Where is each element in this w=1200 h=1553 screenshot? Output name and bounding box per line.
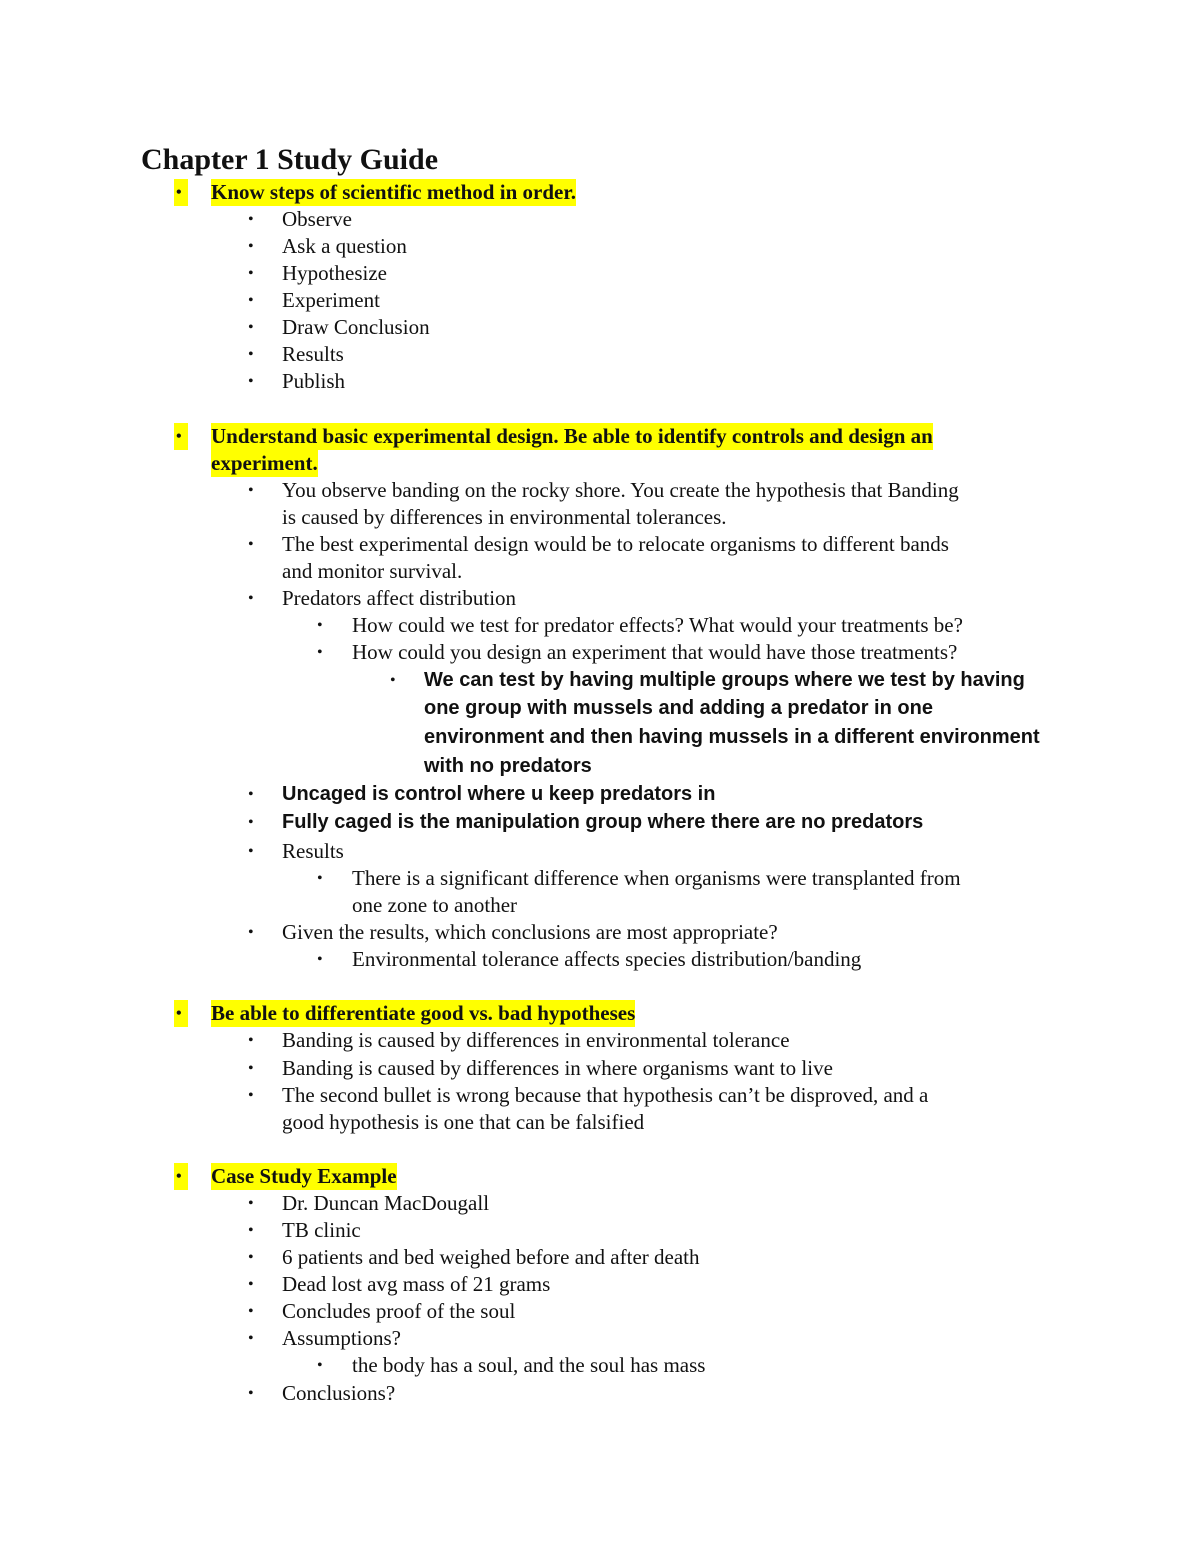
list-item: Draw Conclusion xyxy=(282,315,430,339)
section-heading-hypotheses: Be able to differentiate good vs. bad hypotheses xyxy=(211,1001,636,1025)
list-item: the body has a soul, and the soul has mass xyxy=(352,1353,706,1377)
list-item-cont: and monitor survival. xyxy=(282,559,463,583)
bullet-glyph: • xyxy=(248,1249,254,1266)
bullet-glyph: • xyxy=(317,1357,323,1374)
list-item: Experiment xyxy=(282,288,380,312)
bullet-glyph: • xyxy=(248,346,254,363)
list-item: The best experimental design would be to relocate organisms to different bands xyxy=(282,532,949,556)
bullet-glyph: • xyxy=(174,1163,188,1190)
section-heading-scientific-method: Know steps of scientific method in order. xyxy=(211,180,576,204)
bullet-glyph: • xyxy=(248,211,254,228)
bullet-glyph: • xyxy=(317,617,323,634)
bullet-glyph: • xyxy=(248,1222,254,1239)
list-item: Results xyxy=(282,342,344,366)
list-item: Environmental tolerance affects species distribution/banding xyxy=(352,947,862,971)
list-item: Concludes proof of the soul xyxy=(282,1299,516,1323)
list-item: Uncaged is control where u keep predators in xyxy=(282,783,716,805)
list-item: You observe banding on the rocky shore. You create the hypothesis that Banding xyxy=(282,478,959,502)
bullet-glyph: • xyxy=(174,179,188,206)
bullet-glyph: • xyxy=(248,373,254,390)
bullet-glyph: • xyxy=(317,870,323,887)
list-item: TB clinic xyxy=(282,1218,361,1242)
bullet-glyph: • xyxy=(248,238,254,255)
bullet-glyph: • xyxy=(248,814,254,831)
section-heading-experimental-design: Understand basic experimental design. Be able to identify controls and design an xyxy=(211,424,933,448)
bullet-glyph: • xyxy=(248,292,254,309)
list-item: How could we test for predator effects? What would your treatments be? xyxy=(352,613,963,637)
bullet-glyph: • xyxy=(174,423,188,450)
bullet-glyph: • xyxy=(248,1032,254,1049)
list-item: Banding is caused by differences in where organisms want to live xyxy=(282,1056,833,1080)
bullet-glyph: • xyxy=(317,644,323,661)
bullet-glyph: • xyxy=(248,319,254,336)
bullet-glyph: • xyxy=(317,951,323,968)
list-item: We can test by having multiple groups where we test by having xyxy=(424,669,1025,691)
list-item: There is a significant difference when organisms were transplanted from xyxy=(352,866,961,890)
bullet-glyph: • xyxy=(248,590,254,607)
list-item: Banding is caused by differences in environmental tolerance xyxy=(282,1028,790,1052)
bullet-glyph: • xyxy=(248,265,254,282)
list-item: Observe xyxy=(282,207,352,231)
section-heading-case-study: Case Study Example xyxy=(211,1164,397,1188)
list-item-cont: one zone to another xyxy=(352,893,518,917)
bullet-glyph: • xyxy=(248,924,254,941)
bullet-glyph: • xyxy=(248,1195,254,1212)
list-item-cont: is caused by differences in environmental tolerances. xyxy=(282,505,727,529)
list-item: Publish xyxy=(282,369,346,393)
list-item: Results xyxy=(282,839,344,863)
list-item: How could you design an experiment that would have those treatments? xyxy=(352,640,958,664)
list-item: Dead lost avg mass of 21 grams xyxy=(282,1272,551,1296)
list-item: Hypothesize xyxy=(282,261,387,285)
bullet-glyph: • xyxy=(248,536,254,553)
bullet-glyph: • xyxy=(248,786,254,803)
list-item: Dr. Duncan MacDougall xyxy=(282,1191,490,1215)
bullet-glyph: • xyxy=(248,1060,254,1077)
bullet-glyph: • xyxy=(390,672,396,689)
bullet-glyph: • xyxy=(248,1330,254,1347)
list-item: Fully caged is the manipulation group where there are no predators xyxy=(282,811,924,833)
list-item: Given the results, which conclusions are most appropriate? xyxy=(282,920,778,944)
section-heading-experimental-design-cont: experiment. xyxy=(211,451,318,475)
bullet-glyph: • xyxy=(174,1000,188,1027)
bullet-glyph: • xyxy=(248,1303,254,1320)
list-item: Ask a question xyxy=(282,234,407,258)
list-item: Conclusions? xyxy=(282,1381,396,1405)
list-item-cont: one group with mussels and adding a predator in one xyxy=(424,697,933,719)
list-item: 6 patients and bed weighed before and after death xyxy=(282,1245,700,1269)
list-item: Predators affect distribution xyxy=(282,586,517,610)
list-item: Assumptions? xyxy=(282,1326,402,1350)
list-item-cont: with no predators xyxy=(424,755,592,777)
page-title: Chapter 1 Study Guide xyxy=(141,143,439,176)
list-item-cont: environment and then having mussels in a different environment xyxy=(424,726,1040,748)
list-item-cont: good hypothesis is one that can be falsified xyxy=(282,1110,645,1134)
bullet-glyph: • xyxy=(248,1276,254,1293)
bullet-glyph: • xyxy=(248,1087,254,1104)
bullet-glyph: • xyxy=(248,482,254,499)
bullet-glyph: • xyxy=(248,1385,254,1402)
bullet-glyph: • xyxy=(248,843,254,860)
list-item: The second bullet is wrong because that hypothesis can’t be disproved, and a xyxy=(282,1083,929,1107)
